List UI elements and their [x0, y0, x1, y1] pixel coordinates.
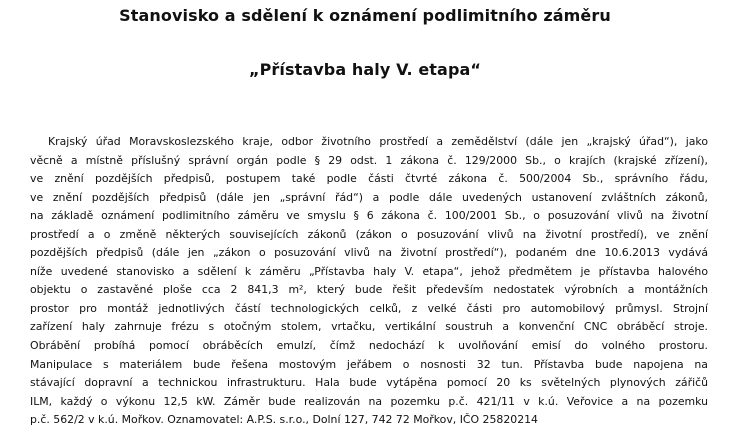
- body-line: stávající dopravní a technickou infrastrukturu. Hala bude vytápěna pomocí 20 ks světelných plynových zářičů: [30, 376, 708, 390]
- body-line: níže uvedené stanovisko a sdělení k záměru „Přístavba haly V. etapa“, jehož předmětem je přístavba halového: [30, 264, 708, 278]
- body-line: prostředí a o změně některých souvisejících zákonů (zákon o posuzování vlivů na životní prostředí), ve znění: [30, 227, 708, 241]
- document-body: [30, 133, 708, 430]
- body-line: ve znění pozdějších předpisů, postupem také podle části čtvrté zákona č. 500/2004 Sb., správního řádu,: [30, 172, 708, 186]
- body-line: pozdějších předpisů (dále jen „zákon o posuzování vlivů na životní prostředí“), podaném dne 10.6.2013 vydává: [30, 246, 708, 260]
- body-line: ILM, každý o výkonu 12,5 kW. Záměr bude realizován na pozemku p.č. 421/11 v k.ú. Veřovice a na pozemku: [30, 394, 708, 408]
- body-line: Manipulace s materiálem bude řešena mostovým jeřábem o nosnosti 32 tun. Přístavba bude napojena na: [30, 357, 708, 371]
- body-line: Obrábění probíhá pomocí obráběcích emulzí, čímž nedochází k uvolňování emisí do volného prostoru.: [30, 339, 708, 353]
- body-line: věcně a místně příslušný správní orgán podle § 29 odst. 1 zákona č. 129/2000 Sb., o krajích (krajské zřízení),: [30, 153, 708, 167]
- project-title: „Přístavba haly V. etapa“: [248, 60, 482, 79]
- body-line: prostor pro montáž jednotlivých částí technologických celků, z velké části pro automobilový průmysl. Strojní: [30, 301, 708, 315]
- body-line: na základě oznámení podlimitního záměru ve smyslu § 6 zákona č. 100/2001 Sb., o posuzování vlivů na životní: [30, 209, 708, 223]
- body-line: objektu o zastavěné ploše cca 2 841,3 m², který bude řešit především nedostatek výrobních a montážních: [30, 283, 708, 297]
- document-heading: Stanovisko a sdělení k oznámení podlimitního záměru: [119, 6, 611, 25]
- body-line: ve znění pozdějších předpisů (dále jen „správní řád“) a podle dále uvedených ustanovení zvláštních zákonů,: [30, 190, 708, 204]
- body-line: Krajský úřad Moravskoslezského kraje, odbor životního prostředí a zemědělství (dále jen „krajský úřad“), jako: [48, 135, 708, 148]
- body-line: p.č. 562/2 v k.ú. Mořkov. Oznamovatel: A.P.S. s.r.o., Dolní 127, 742 72 Mořkov, IČO 25820214: [30, 413, 538, 427]
- body-line: zařízení haly zahrnuje frézu s otočným stolem, vrtačku, vertikální soustruh a konvenční CNC obráběcí stroje.: [30, 320, 708, 334]
